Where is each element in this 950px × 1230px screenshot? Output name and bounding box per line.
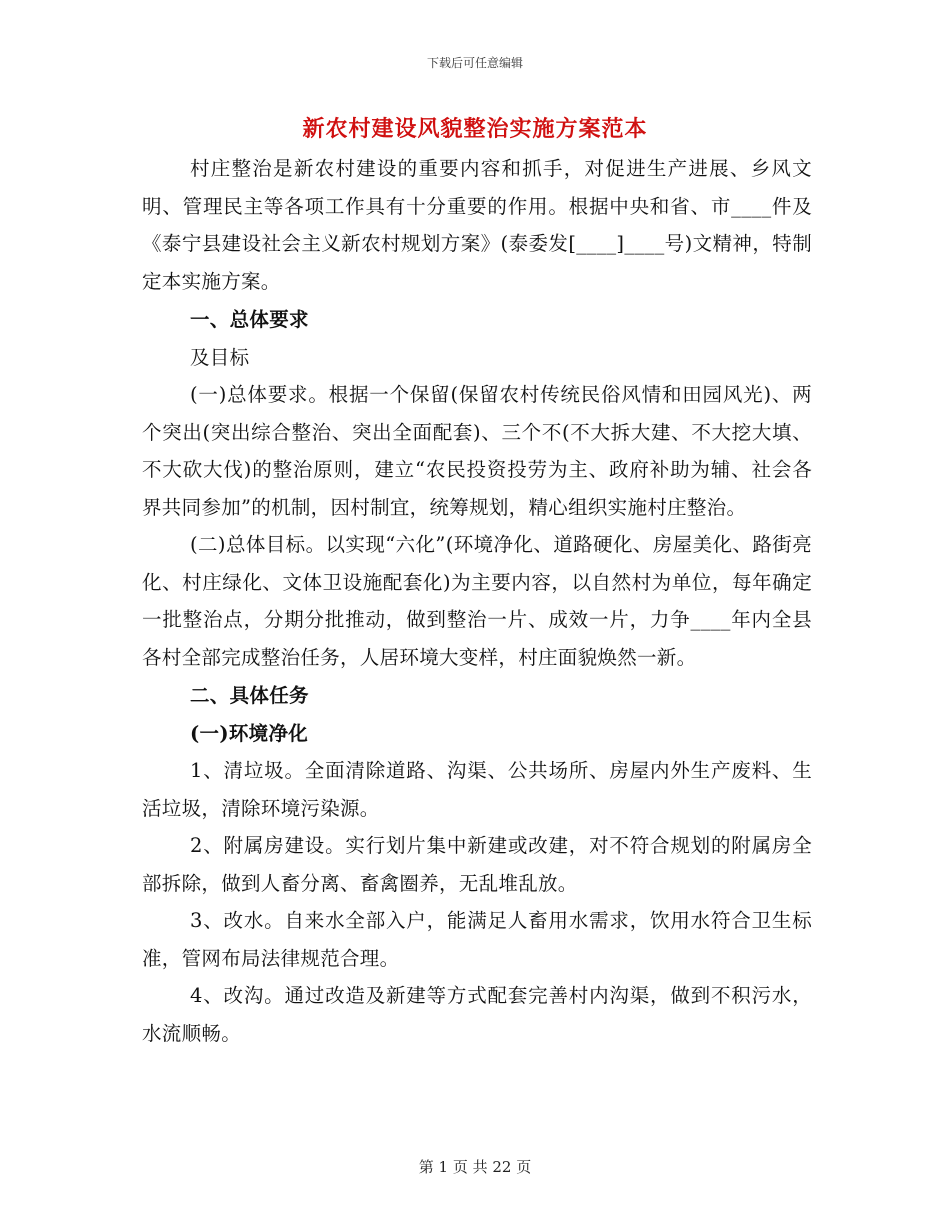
document-body xyxy=(142,150,812,1052)
document-title: 新农村建设风貌整治实施方案范本 xyxy=(302,116,648,142)
subsection-heading-environment: (一)环境净化 xyxy=(190,721,309,745)
intro-paragraph: 村庄整治是新农村建设的重要内容和抓手，对促进生产进展、乡风文明、管理民主等各项工作具有十分重要的作用。根据中央和省、市____件及《泰宁县建设社会主义新农村规划方案》(泰委发[____]____号)文精神，特制定本实施方案。 xyxy=(142,157,813,293)
task-item-ditches: 4、改沟。通过改造及新建等方式配套完善村内沟渠，做到不积污水，水流顺畅。 xyxy=(142,984,812,1045)
task-item-auxiliary-buildings: 2、附属房建设。实行划片集中新建或改建，对不符合规划的附属房全部拆除，做到人畜分离、畜禽圈养，无乱堆乱放。 xyxy=(142,834,812,895)
general-requirements-paragraph: (一)总体要求。根据一个保留(保留农村传统民俗风情和田园风光)、两个突出(突出综合整治、突出全面配套)、三个不(不大拆大建、不大挖大填、不大砍大伐)的整治原则，建立“农民投资投劳为主、政府补助为辅、社会各界共同参加”的机制，因村制宜，统筹规划，精心组织实施村庄整治。 xyxy=(142,383,812,519)
task-item-water: 3、改水。自来水全部入户，能满足人畜用水需求，饮用水符合卫生标准，管网布局法律规范合理。 xyxy=(142,909,812,970)
header-note: 下载后可任意编辑 xyxy=(426,56,523,70)
general-goals-paragraph: (二)总体目标。以实现“六化”(环境净化、道路硬化、房屋美化、路街亮化、村庄绿化、文体卫设施配套化)为主要内容，以自然村为单位，每年确定一批整治点，分期分批推动，做到整治一片、成效一片，力争____年内全县各村全部完成整治任务，人居环境大变样，村庄面貌焕然一新。 xyxy=(142,533,812,669)
section-heading-specific-tasks: 二、具体任务 xyxy=(190,684,309,707)
task-item-garbage: 1、清垃圾。全面清除道路、沟渠、公共场所、房屋内外生产废料、生活垃圾，清除环境污染源。 xyxy=(142,759,812,820)
section-heading-general-requirements: 一、总体要求 xyxy=(190,308,309,331)
page-footer: 第 1 页 共 22 页 xyxy=(418,1158,532,1176)
section-heading-continuation: 及目标 xyxy=(190,345,250,369)
